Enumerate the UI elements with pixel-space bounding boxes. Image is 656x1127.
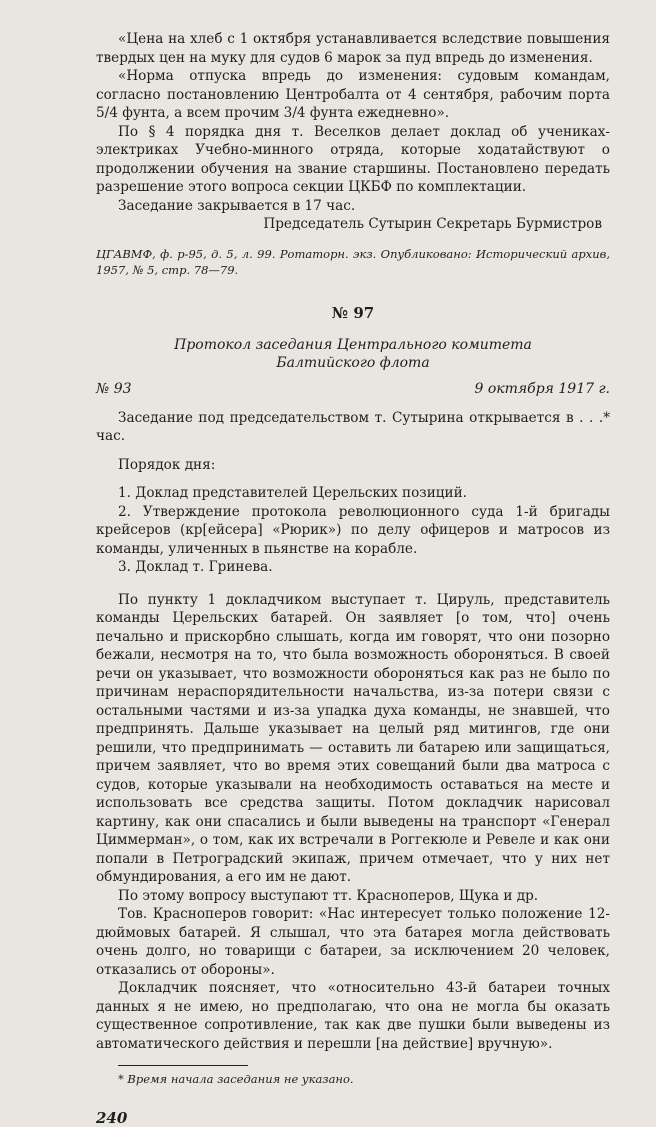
archive-source-note: ЦГАВМФ, ф. р-95, д. 5, л. 99. Ротаторн. экз. Опубликовано: Исторический архив, 1957, № 5, стр. 78—79. xyxy=(96,246,610,278)
paragraph-ration-norm: «Норма отпуска впредь до изменения: судовым командам, согласно постановлению Центробалта от 4 сентября, рабочим порта 5/4 фунта, а всем прочим 3/4 фунта ежедневно». xyxy=(96,67,610,123)
body-paragraph-1: По пункту 1 докладчиком выступает т. Цируль, представитель команды Церельских батарей. Он заявляет [о том, что] очень печально и прискорбно слышать, когда им говорят, что они позорно бежали, несмотря на то, что была возможность обороняться. В своей речи он указывает, что возможности обороняться как раз не было по причинам нераспорядительности начальства, из-за потери связи с остальными частями и из-за упадка духа команды, не знавшей, что предпринять. Дальше указывает на целый ряд митингов, где они решили, что предпринимать — оставить ли батарею или защищаться, причем заявляет, что во время этих совещаний были два матроса с судов, которые указывали на необходимость оставаться на месте и использовать все средства защиты. Потом докладчик нарисовал картину, как они спасались и были выведены на транспорт «Генерал Циммерман», о том, как их встречали в Роггекюле и Ревеле и как они попали в Петроградский экипаж, причем отмечает, что у них нет обмундирования, а его им не дают. xyxy=(96,591,610,887)
page-number: 240 xyxy=(96,1109,610,1127)
protocol-date: 9 октября 1917 г. xyxy=(474,380,610,399)
protocol-header xyxy=(96,380,610,399)
document-number: № 97 xyxy=(96,304,610,323)
agenda-header: Порядок дня: xyxy=(96,456,610,475)
opening-line: Заседание под председательством т. Сутырина открывается в . . .* час. xyxy=(96,409,610,446)
paragraph-closing: Заседание закрывается в 17 час. xyxy=(96,197,610,216)
paragraph-bread-price: «Цена на хлеб с 1 октября устанавливается вследствие повышения твердых цен на муку для судов 6 марок за пуд впредь до изменения. xyxy=(96,30,610,67)
agenda-item-3: 3. Доклад т. Гринева. xyxy=(96,558,610,577)
agenda-item-2: 2. Утверждение протокола революционного суда 1-й бригады крейсеров (кр[ейсера] «Рюрик») по делу офицеров и матросов из команды, уличенных в пьянстве на корабле. xyxy=(96,503,610,559)
body-paragraph-2: По этому вопросу выступают тт. Красноперов, Щука и др. xyxy=(96,887,610,906)
secretary-signature: Секретарь Бурмистров xyxy=(436,215,602,234)
footnote: * Время начала заседания не указано. xyxy=(118,1070,610,1089)
footnote-divider xyxy=(118,1065,248,1066)
chairman-signature: Председатель Сутырин xyxy=(263,215,432,234)
signature-block xyxy=(96,215,602,234)
agenda-item-1: 1. Доклад представителей Церельских позиций. xyxy=(96,484,610,503)
body-paragraph-3: Тов. Красноперов говорит: «Нас интересует только положение 12-дюймовых батарей. Я слышал, что эта батарея могла действовать очень долго, но товарищи с батареи, за исключением 20 человек, отказались от обороны». xyxy=(96,905,610,979)
document-title-line-2: Балтийского флота xyxy=(96,354,610,372)
paragraph-item-4: По § 4 порядка дня т. Веселков делает доклад об учениках-электриках Учебно-минного отряда, которые ходатайствуют о продолжении обучения на звание старшины. Постановлено передать разрешение этого вопроса секции ЦКБФ по комплектации. xyxy=(96,123,610,197)
body-paragraph-4: Докладчик поясняет, что «относительно 43-й батареи точных данных я не имею, но предполагаю, что она не могла бы оказать существенное сопротивление, так как две пушки были выведены из автоматического действия и перешли [на действие] вручную». xyxy=(96,979,610,1053)
document-title-line-1: Протокол заседания Центрального комитета xyxy=(96,336,610,354)
protocol-number: № 93 xyxy=(96,380,132,399)
document-title xyxy=(96,336,610,372)
